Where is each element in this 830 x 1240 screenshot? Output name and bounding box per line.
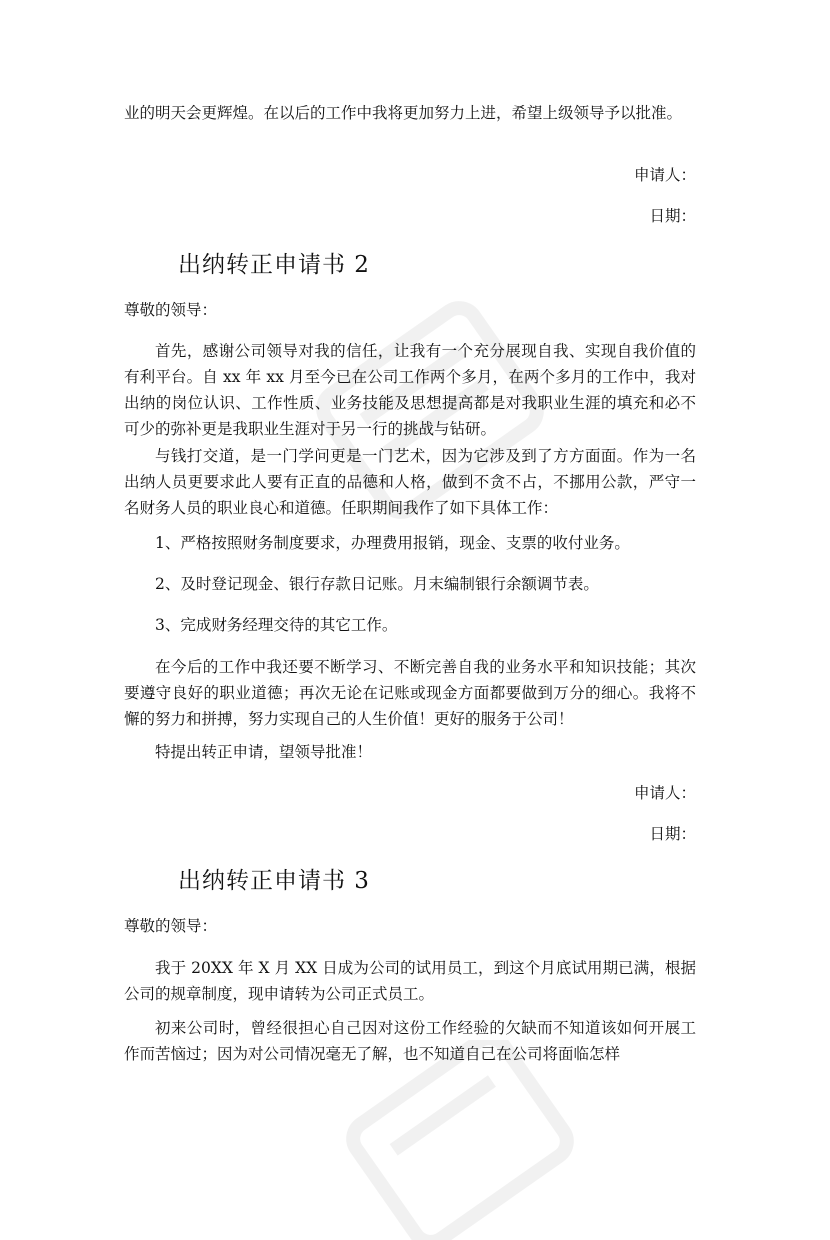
letter2-paragraph-2: 与钱打交道，是一门学问更是一门艺术，因为它涉及到了方方面面。作为一名出纳人员更要求此人要有正直的品德和人格，做到不贪不占，不挪用公款，严守一名财务人员的职业良心和道德。任职期间我作了如下具体工作： [124, 447, 696, 517]
letter2-paragraph-4: 特提出转正申请，望领导批准！ [155, 743, 373, 761]
watermark-icon-bottom [330, 1040, 590, 1240]
letter3-paragraph-1: 我于 20XX 年 X 月 XX 日成为公司的试用员工，到这个月底试用期已满，根据公司的规章制度，现申请转为公司正式员工。 [124, 959, 696, 1003]
letter2-paragraph-1: 首先，感谢公司领导对我的信任，让我有一个充分展现自我、实现自我价值的有利平台。自 xx 年 xx 月至今已在公司工作两个多月，在两个多月的工作中，我对出纳的岗位认识、工作性质、业务技能及思想提高都是对我职业生涯的填充和必不可少的弥补更是我职业生涯对于另一行的挑战与钻研。 [124, 342, 696, 438]
letter2-applicant-label: 申请人： [633, 784, 696, 802]
letter2-item-1: 1、严格按照财务制度要求，办理费用报销，现金、支票的收付业务。 [155, 534, 630, 552]
letter2-title: 出纳转正申请书 2 [178, 252, 370, 278]
letter2-item-2: 2、及时登记现金、银行存款日记账。月末编制银行余额调节表。 [155, 575, 599, 593]
letter2-date-label: 日期： [649, 825, 696, 843]
letter3-paragraph-2: 初来公司时，曾经很担心自己因对这份工作经验的欠缺而不知道该如何开展工作而苦恼过；因为对公司情况毫无了解，也不知道自己在公司将面临怎样 [124, 1019, 696, 1063]
applicant-label: 申请人： [633, 166, 696, 184]
letter2-salutation: 尊敬的领导： [124, 301, 218, 319]
letter2-item-3: 3、完成财务经理交待的其它工作。 [155, 616, 398, 634]
letter2-paragraph-3: 在今后的工作中我还要不断学习、不断完善自我的业务水平和知识技能；其次要遵守良好的职业道德；再次无论在记账或现金方面都要做到万分的细心。我将不懈的努力和拼搏，努力实现自己的人生价值！更好的服务于公司！ [124, 658, 696, 728]
letter3-title: 出纳转正申请书 3 [178, 868, 370, 894]
letter3-salutation: 尊敬的领导： [124, 917, 218, 935]
continued-paragraph: 业的明天会更辉煌。在以后的工作中我将更加努力上进，希望上级领导予以批准。 [124, 104, 683, 122]
date-label: 日期： [649, 207, 696, 225]
